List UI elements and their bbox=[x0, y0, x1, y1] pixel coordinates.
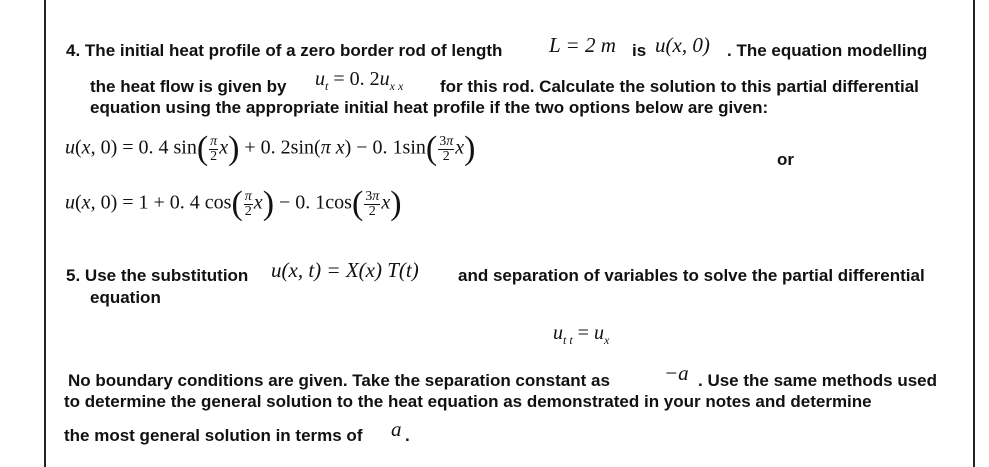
q5-line5-text-a: the most general solution in terms of bbox=[64, 426, 363, 445]
q4-option1-equation: u(x, 0) = 0. 4 sin( $\frac{\pi}{2}$ x) + 0. 2sin(π x) − 0. 1sin( $\frac{3\pi}{2}$ x) bbox=[65, 130, 476, 167]
q5-line1-text-b: and separation of variables to solve the partial differential bbox=[458, 266, 925, 285]
q5-substitution: u(x, t) = X(x) T(t) bbox=[271, 258, 419, 282]
q5-line1-text-a: Use the substitution bbox=[84, 266, 249, 285]
q4-heat-equation: $u_t = 0$. $2u_{x x}$ bbox=[315, 68, 404, 93]
q5-line1 bbox=[66, 266, 248, 286]
page-border-right bbox=[973, 0, 975, 467]
q4-line2-text-a: the heat flow is given by bbox=[90, 77, 287, 96]
or-label: or bbox=[777, 150, 794, 169]
q5-pde: $u_{t t} = u_x$ bbox=[553, 322, 610, 347]
q4-line1-text-b: is bbox=[632, 41, 647, 60]
q5-line5-text-b: . bbox=[405, 426, 410, 445]
q5-line2: equation bbox=[90, 288, 161, 307]
q5-line3-text-b: . Use the same methods used bbox=[698, 371, 938, 390]
page-border-left bbox=[44, 0, 46, 467]
q5-line4: to determine the general solution to the heat equation as demonstrated in your notes and determine bbox=[64, 392, 872, 411]
q4-length-equation: L = 2 m bbox=[549, 33, 616, 57]
q4-option2-equation: u(x, 0) = 1 + 0. 4 cos( $\frac{\pi}{2}$ x) − 0. 1cos( $\frac{3\pi}{2}$ x) bbox=[65, 185, 402, 222]
q4-number: 4. bbox=[66, 41, 81, 60]
q4-line1-text-a: The initial heat profile of a zero border rod of length bbox=[84, 41, 503, 60]
q4-line2-text-b: for this rod. Calculate the solution to this partial differential bbox=[440, 77, 919, 96]
q4-initial-profile-symbol: u(x, 0) bbox=[655, 33, 710, 57]
q4-line1-text-c: . The equation modelling bbox=[727, 41, 928, 60]
q5-line3-text-a: No boundary conditions are given. Take the separation constant as bbox=[68, 371, 610, 390]
a-symbol: a bbox=[391, 417, 402, 441]
q4-line3: equation using the appropriate initial heat profile if the two options below are given: bbox=[90, 98, 769, 117]
q4-line1 bbox=[66, 41, 502, 61]
separation-constant: −a bbox=[664, 361, 689, 385]
q5-number: 5. bbox=[66, 266, 81, 285]
